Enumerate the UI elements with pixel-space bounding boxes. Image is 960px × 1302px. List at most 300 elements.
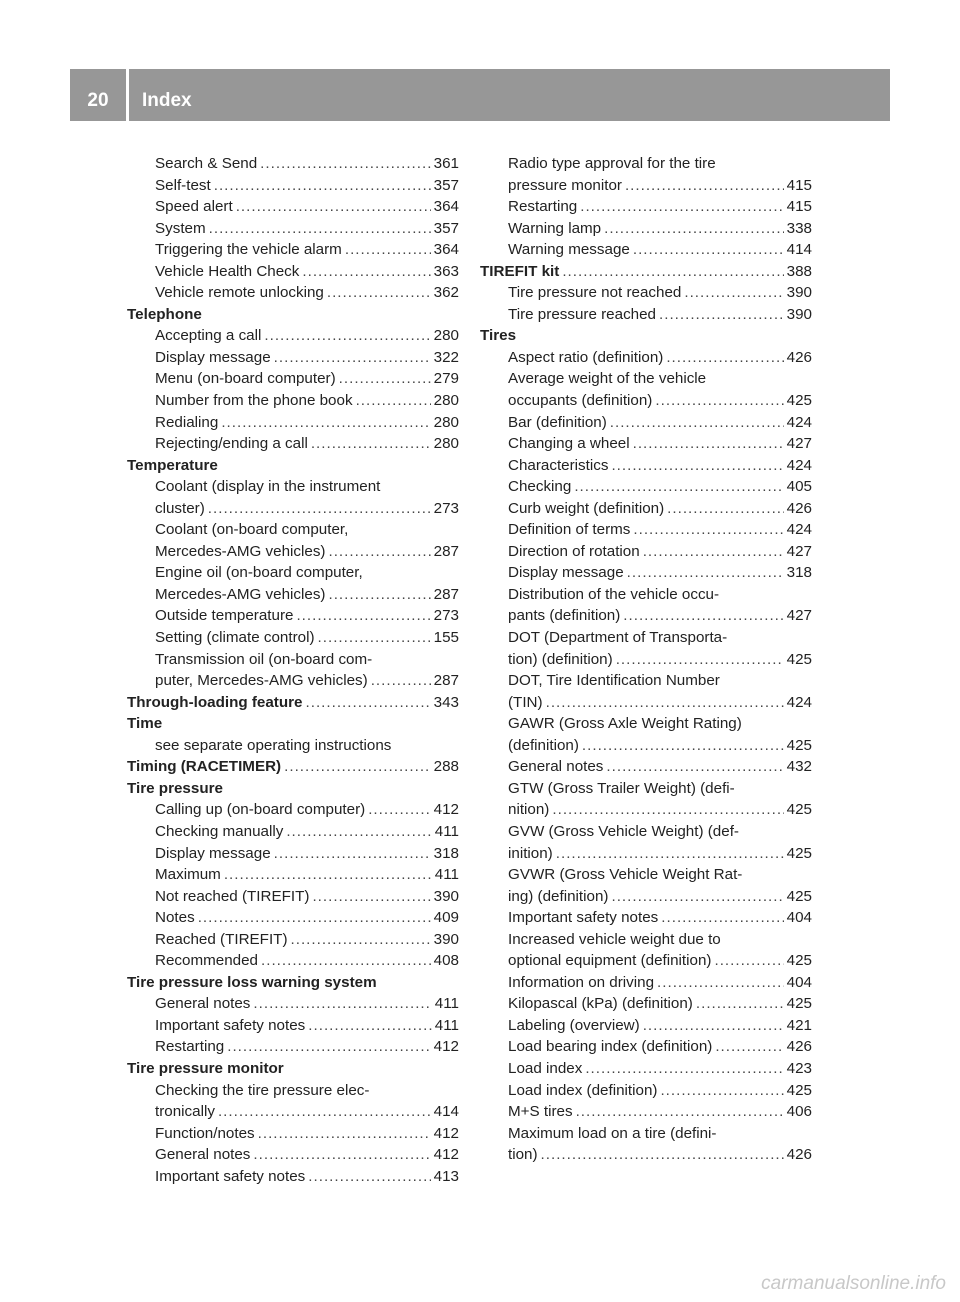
index-entry (480, 153, 812, 175)
leader-dots (715, 1036, 783, 1058)
entry-text: Recommended (155, 952, 258, 970)
index-entry (480, 304, 812, 326)
leader-dots (296, 605, 430, 627)
entry-page-number: 280 (433, 413, 459, 431)
entry-text: Aspect ratio (definition) (508, 348, 664, 366)
leader-dots (327, 282, 431, 304)
leader-dots (633, 519, 783, 541)
index-heading (127, 304, 459, 326)
index-entry (480, 627, 812, 649)
leader-dots (318, 627, 431, 649)
page-header (70, 69, 890, 121)
entry-text: Calling up (on-board computer) (155, 801, 366, 819)
entry-text: Radio type approval for the tire (508, 155, 716, 172)
entry-text: tronically (155, 1103, 215, 1121)
leader-dots (308, 1166, 430, 1188)
entry-page-number: 318 (433, 844, 459, 862)
leader-dots (214, 175, 431, 197)
index-heading (127, 972, 459, 994)
entry-text: tion) (508, 1146, 538, 1164)
index-entry (480, 713, 812, 735)
index-entry (480, 1080, 812, 1102)
index-entry (127, 282, 459, 304)
entry-text: TIREFIT kit (480, 262, 560, 280)
leader-dots (623, 605, 783, 627)
entry-text: Tire pressure reached (508, 305, 657, 323)
index-entry (127, 412, 459, 434)
leader-dots (655, 390, 783, 412)
index-entry (127, 1144, 459, 1166)
index-entry (127, 218, 459, 240)
leader-dots (604, 218, 784, 240)
entry-page-number: 427 (786, 607, 812, 625)
leader-dots (368, 799, 430, 821)
entry-text: Speed alert (155, 198, 233, 216)
entry-page-number: 426 (786, 348, 812, 366)
index-entry (127, 993, 459, 1015)
entry-text: Search & Send (155, 155, 258, 172)
index-entry (480, 476, 812, 498)
entry-page-number: 390 (786, 305, 812, 323)
index-entry (480, 735, 812, 757)
index-entry (127, 821, 459, 843)
entry-page-number: 409 (433, 909, 459, 927)
leader-dots (643, 541, 784, 563)
leader-dots (284, 756, 431, 778)
index-entry (127, 886, 459, 908)
leader-dots (627, 562, 784, 584)
entry-page-number: 362 (433, 284, 459, 302)
entry-text: Notes (155, 909, 195, 927)
entry-page-number: 425 (786, 392, 812, 410)
entry-page-number: 425 (786, 995, 812, 1013)
entry-text: Important safety notes (508, 909, 659, 927)
entry-page-number: 412 (433, 1124, 459, 1142)
index-entry (127, 649, 459, 671)
index-entry (127, 843, 459, 865)
entry-text: Accepting a call (155, 327, 262, 345)
leader-dots (633, 433, 784, 455)
entry-text: Checking the tire pressure elec- (155, 1081, 370, 1099)
entry-page-number: 343 (433, 693, 459, 711)
entry-page-number: 425 (786, 801, 812, 819)
index-heading (127, 692, 459, 714)
entry-page-number: 415 (786, 176, 812, 194)
entry-text: Redialing (155, 413, 219, 431)
entry-text: Display message (508, 564, 624, 582)
index-entry (127, 261, 459, 283)
entry-text: Maximum load on a tire (defini- (508, 1124, 717, 1142)
entry-page-number: 390 (433, 887, 459, 905)
entry-text: DOT (Department of Transporta- (508, 629, 728, 647)
index-entry (127, 1015, 459, 1037)
entry-page-number: 414 (786, 241, 812, 259)
index-entry (127, 519, 459, 541)
index-entry (127, 325, 459, 347)
section-title: Index (142, 90, 192, 111)
index-entry (480, 886, 812, 908)
index-entry (127, 670, 459, 692)
entry-text: Menu (on-board computer) (155, 370, 336, 388)
entry-text: GTW (Gross Trailer Weight) (defi- (508, 779, 735, 797)
entry-text: GVWR (Gross Vehicle Weight Rat- (508, 866, 743, 884)
index-entry (480, 368, 812, 390)
leader-dots (576, 1101, 784, 1123)
entry-page-number: 423 (786, 1059, 812, 1077)
entry-text: (TIN) (508, 693, 543, 711)
leader-dots (574, 476, 783, 498)
leader-dots (611, 455, 783, 477)
leader-dots (633, 239, 784, 261)
leader-dots (696, 993, 784, 1015)
leader-dots (625, 175, 784, 197)
entry-page-number: 406 (786, 1103, 812, 1121)
entry-text: Distribution of the vehicle occu- (508, 585, 720, 603)
index-entry (127, 1080, 459, 1102)
leader-dots (227, 1036, 430, 1058)
entry-text: GVW (Gross Vehicle Weight) (def- (508, 822, 739, 840)
index-entry (480, 756, 812, 778)
index-entry (480, 1101, 812, 1123)
entry-text: General notes (155, 1146, 251, 1164)
index-entry (480, 950, 812, 972)
index-entry (480, 498, 812, 520)
entry-text: Coolant (on-board computer, (155, 521, 349, 539)
entry-text: Number from the phone book (155, 392, 353, 410)
entry-text: Labeling (overview) (508, 1016, 640, 1034)
entry-text: Tires (480, 327, 517, 345)
index-entry (127, 584, 459, 606)
entry-text: Display message (155, 844, 271, 862)
leader-dots (611, 886, 783, 908)
leader-dots (666, 347, 783, 369)
entry-page-number: 426 (786, 1038, 812, 1056)
leader-dots (208, 498, 431, 520)
entry-text: Display message (155, 348, 271, 366)
entry-page-number: 388 (786, 262, 812, 280)
entry-text: tion) (definition) (508, 650, 613, 668)
entry-text: Load index (definition) (508, 1081, 658, 1099)
index-entry (480, 907, 812, 929)
index-entry (127, 1166, 459, 1188)
leader-dots (302, 261, 430, 283)
entry-text: optional equipment (definition) (508, 952, 712, 970)
index-entry (480, 541, 812, 563)
index-entry (127, 153, 459, 175)
leader-dots (224, 864, 432, 886)
index-entry (480, 1015, 812, 1037)
leader-dots (198, 907, 431, 929)
entry-text: pants (definition) (508, 607, 621, 625)
leader-dots (221, 412, 430, 434)
entry-page-number: 412 (433, 1038, 459, 1056)
entry-page-number: 273 (433, 607, 459, 625)
entry-text: Function/notes (155, 1124, 255, 1142)
index-entry (480, 799, 812, 821)
entry-text: GAWR (Gross Axle Weight Rating) (508, 715, 742, 733)
index-heading (127, 1058, 459, 1080)
entry-text: Triggering the vehicle alarm (155, 241, 342, 259)
leader-dots (339, 368, 431, 390)
entry-text: Bar (definition) (508, 413, 607, 431)
leader-dots (657, 972, 784, 994)
leader-dots (667, 498, 783, 520)
entry-page-number: 287 (433, 585, 459, 603)
entry-page-number: 424 (786, 456, 812, 474)
entry-text: M+S tires (508, 1103, 573, 1121)
index-entry (480, 1144, 812, 1166)
entry-page-number: 411 (434, 1016, 459, 1034)
entry-page-number: 390 (433, 930, 459, 948)
entry-page-number: 411 (434, 866, 459, 884)
index-entry (127, 476, 459, 498)
index-heading (480, 261, 812, 283)
entry-text: see separate operating instructions (155, 736, 392, 754)
entry-text: Information on driving (508, 973, 655, 991)
index-heading (127, 756, 459, 778)
entry-page-number: 424 (786, 521, 812, 539)
entry-text: General notes (508, 758, 604, 776)
entry-text: Tire pressure monitor (127, 1059, 284, 1077)
entry-page-number: 425 (786, 1081, 812, 1099)
entry-text: Important safety notes (155, 1016, 306, 1034)
entry-text: Self-test (155, 176, 211, 194)
leader-dots (582, 735, 784, 757)
entry-text: puter, Mercedes-AMG vehicles) (155, 672, 368, 690)
entry-text: Vehicle remote unlocking (155, 284, 324, 302)
entry-text: Changing a wheel (508, 435, 630, 453)
index-heading (127, 455, 459, 477)
entry-page-number: 404 (786, 909, 812, 927)
entry-page-number: 414 (433, 1103, 459, 1121)
entry-page-number: 432 (786, 758, 812, 776)
leader-dots (541, 1144, 784, 1166)
index-entry (127, 605, 459, 627)
index-entry (480, 605, 812, 627)
leader-dots (585, 1058, 783, 1080)
entry-page-number: 425 (786, 844, 812, 862)
leader-dots (643, 1015, 784, 1037)
entry-text: Setting (climate control) (155, 629, 315, 647)
index-entry (127, 498, 459, 520)
leader-dots (308, 1015, 432, 1037)
entry-page-number: 404 (786, 973, 812, 991)
index-entry (127, 368, 459, 390)
watermark: carmanualsonline.info (761, 1273, 946, 1294)
entry-text: Definition of terms (508, 521, 631, 539)
entry-text: General notes (155, 995, 251, 1013)
index-entry (127, 799, 459, 821)
entry-text: Mercedes-AMG vehicles) (155, 585, 326, 603)
entry-page-number: 361 (433, 155, 459, 172)
index-entry (480, 196, 812, 218)
leader-dots (274, 347, 431, 369)
index-column-left (127, 153, 459, 1187)
entry-text: Kilopascal (kPa) (definition) (508, 995, 693, 1013)
entry-text: Curb weight (definition) (508, 499, 665, 517)
entry-text: Temperature (127, 456, 218, 474)
entry-page-number: 421 (786, 1016, 812, 1034)
entry-text: pressure monitor (508, 176, 622, 194)
leader-dots (714, 950, 783, 972)
index-entry (480, 972, 812, 994)
entry-page-number: 425 (786, 887, 812, 905)
entry-text: Tire pressure (127, 779, 223, 797)
entry-text: Important safety notes (155, 1167, 306, 1185)
entry-text: Through-loading feature (127, 693, 303, 711)
entry-text: cluster) (155, 499, 205, 517)
leader-dots (312, 886, 430, 908)
entry-page-number: 425 (786, 650, 812, 668)
entry-text: Telephone (127, 305, 202, 323)
entry-text: (definition) (508, 736, 579, 754)
index-entry (480, 929, 812, 951)
entry-text: Direction of rotation (508, 542, 640, 560)
entry-page-number: 287 (433, 542, 459, 560)
leader-dots (261, 950, 431, 972)
entry-page-number: 357 (433, 176, 459, 194)
leader-dots (562, 261, 783, 283)
leader-dots (371, 670, 431, 692)
entry-page-number: 408 (433, 952, 459, 970)
index-entry (127, 1101, 459, 1123)
entry-page-number: 425 (786, 952, 812, 970)
entry-page-number: 413 (433, 1167, 459, 1185)
entry-text: ing) (definition) (508, 887, 609, 905)
leader-dots (328, 541, 430, 563)
entry-page-number: 288 (433, 758, 459, 776)
page-number: 20 (87, 90, 109, 111)
entry-text: Vehicle Health Check (155, 262, 300, 280)
index-entry (127, 239, 459, 261)
leader-dots (660, 1080, 783, 1102)
leader-dots (264, 325, 430, 347)
entry-page-number: 412 (433, 801, 459, 819)
leader-dots (661, 907, 783, 929)
index-entry (127, 433, 459, 455)
entry-page-number: 364 (433, 241, 459, 259)
leader-dots (253, 1144, 430, 1166)
index-entry (127, 929, 459, 951)
entry-text: Characteristics (508, 456, 609, 474)
entry-page-number: 280 (433, 392, 459, 410)
leader-dots (291, 929, 431, 951)
index-entry (480, 519, 812, 541)
leader-dots (253, 993, 431, 1015)
index-entry (480, 584, 812, 606)
entry-page-number: 273 (433, 499, 459, 517)
index-entry (480, 455, 812, 477)
leader-dots (345, 239, 431, 261)
entry-page-number: 426 (786, 499, 812, 517)
entry-page-number: 425 (786, 736, 812, 754)
entry-text: Warning lamp (508, 219, 602, 237)
index-entry (480, 649, 812, 671)
index-entry (480, 993, 812, 1015)
entry-text: inition) (508, 844, 553, 862)
entry-text: Tire pressure not reached (508, 284, 682, 302)
leader-dots (616, 649, 784, 671)
index-entry (480, 843, 812, 865)
index-entry (127, 1036, 459, 1058)
entry-page-number: 424 (786, 413, 812, 431)
entry-text: Time (127, 715, 163, 733)
index-entry (480, 239, 812, 261)
entry-text: DOT, Tire Identification Number (508, 672, 720, 690)
entry-text: Checking manually (155, 822, 284, 840)
leader-dots (659, 304, 784, 326)
entry-page-number: 411 (434, 822, 459, 840)
entry-page-number: 287 (433, 672, 459, 690)
entry-text: Coolant (display in the instrument (155, 478, 381, 496)
index-entry (480, 562, 812, 584)
entry-page-number: 405 (786, 478, 812, 496)
leader-dots (218, 1101, 431, 1123)
index-entry (480, 175, 812, 197)
leader-dots (236, 196, 431, 218)
index-entry (480, 1123, 812, 1145)
entry-text: Warning message (508, 241, 630, 259)
entry-page-number: 390 (786, 284, 812, 302)
index-heading (127, 778, 459, 800)
entry-text: Not reached (TIREFIT) (155, 887, 310, 905)
index-entry (127, 907, 459, 929)
entry-page-number: 279 (433, 370, 459, 388)
entry-text: Maximum (155, 866, 221, 884)
index-entry (480, 218, 812, 240)
index-entry (127, 541, 459, 563)
index-entry (480, 670, 812, 692)
index-entry (480, 412, 812, 434)
entry-text: Increased vehicle weight due to (508, 930, 721, 948)
entry-text: Load bearing index (definition) (508, 1038, 713, 1056)
entry-page-number: 357 (433, 219, 459, 237)
index-entry (480, 347, 812, 369)
header-divider (126, 69, 129, 121)
entry-text: Outside temperature (155, 607, 294, 625)
leader-dots (260, 153, 430, 175)
index-entry (480, 778, 812, 800)
entry-page-number: 338 (786, 219, 812, 237)
entry-text: occupants (definition) (508, 392, 653, 410)
entry-page-number: 411 (434, 995, 459, 1013)
entry-page-number: 280 (433, 327, 459, 345)
leader-dots (258, 1123, 431, 1145)
entry-page-number: 280 (433, 435, 459, 453)
index-column-right (480, 153, 812, 1166)
index-entry (480, 1058, 812, 1080)
entry-text: Reached (TIREFIT) (155, 930, 288, 948)
index-entry (127, 562, 459, 584)
index-entry (480, 692, 812, 714)
index-entry (480, 282, 812, 304)
leader-dots (606, 756, 783, 778)
index-entry (127, 175, 459, 197)
index-entry (127, 390, 459, 412)
leader-dots (356, 390, 431, 412)
entry-page-number: 427 (786, 542, 812, 560)
entry-text: Restarting (155, 1038, 225, 1056)
index-entry (127, 627, 459, 649)
index-entry (480, 390, 812, 412)
entry-page-number: 412 (433, 1146, 459, 1164)
entry-page-number: 318 (786, 564, 812, 582)
index-entry (127, 950, 459, 972)
entry-page-number: 322 (433, 348, 459, 366)
entry-text: Checking (508, 478, 572, 496)
index-entry (480, 864, 812, 886)
index-entry (127, 1123, 459, 1145)
